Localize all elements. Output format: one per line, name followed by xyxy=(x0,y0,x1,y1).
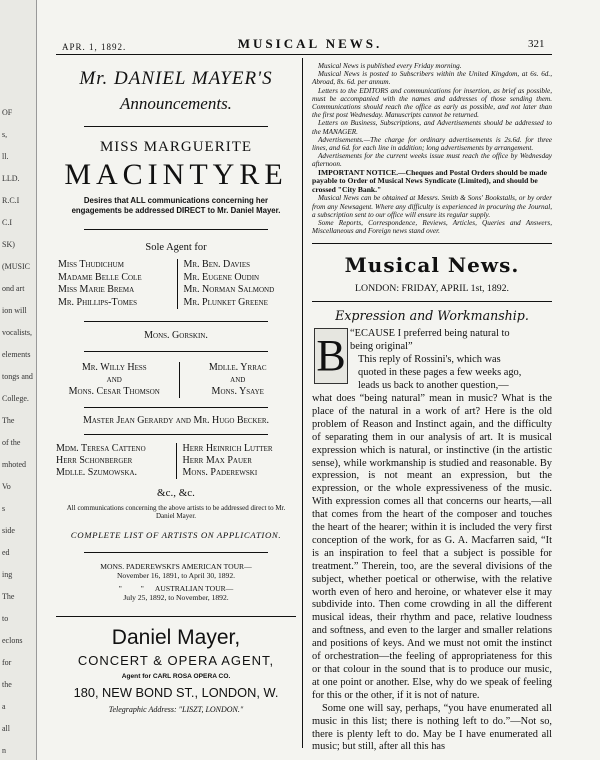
gutter-fragment: OF xyxy=(2,108,13,117)
australian-tour-dates: July 25, 1892, to November, 1892. xyxy=(123,592,229,602)
artist-name: Mr. Phillips-Tomes xyxy=(58,296,138,308)
gutter-fragment: The xyxy=(2,416,15,425)
american-tour: MONS. PADEREWSKI'S AMERICAN TOUR— xyxy=(100,561,252,571)
artist-name: Mr. Willy Hess xyxy=(81,362,147,373)
notice-line: Advertisements.—The charge for ordinary advertisements is 2s.6d. for three lines, and 6d. for each line in addition; long advertisements by arrangement. xyxy=(312,135,552,153)
gorskin: Mons. Gorskin. xyxy=(144,330,208,341)
duo-list xyxy=(56,362,296,398)
gutter-fragment: vocalists, xyxy=(2,328,32,337)
article-paragraph-2: Some one will say, perhaps, “you have enumerated all music in this list; there is nothing left to do.”—Not so, there is plenty left to do. May be I have enumerated all music; but still, after all this has xyxy=(312,702,552,753)
gutter-fragment: all xyxy=(2,724,10,733)
gutter-fragment: ion will xyxy=(2,306,27,315)
artist-name: Mons. Cesar Thomson xyxy=(68,386,160,397)
article-opening xyxy=(312,328,552,354)
right-column xyxy=(312,62,552,754)
artist-name: Mons. Ysaye xyxy=(211,386,264,397)
artist-name: Mdlle. Yrrac xyxy=(208,362,267,373)
etcetera: &c., &c. xyxy=(157,487,195,499)
drop-cap: B xyxy=(314,328,348,384)
article-line: quoted in these pages a few weeks ago, xyxy=(358,367,522,379)
dateline: LONDON: FRIDAY, APRIL 1st, 1892. xyxy=(355,283,509,295)
page-number: 321 xyxy=(528,38,545,50)
gutter-fragment: ed xyxy=(2,548,10,557)
notice-line: Musical News is posted to Subscribers within the United Kingdom, at 6s. 6d., Abroad, 8s. 6d. per annum. xyxy=(312,70,552,87)
gutter-fragment: the xyxy=(2,680,12,689)
binding-gutter xyxy=(0,0,37,760)
cellists: Master Jean Gerardy and Mr. Hugo Becker. xyxy=(82,415,270,426)
divider xyxy=(84,351,268,352)
artist-name: Mr. Norman Salmond xyxy=(183,284,275,295)
divider xyxy=(84,229,268,230)
gutter-fragment: to xyxy=(2,614,9,623)
header-rule xyxy=(56,54,552,55)
article-paragraph-1: what does “being natural” mean in music? What is the place of the natural in a work of art? Here is the old problem of Reason and Instinct again, and the difficulty of separating them in our analysis of art. It is musical expression which is natural, or instinctive (in the artistic sense), while workmanship is studied and reasonable. By expression, is not meant an expression, but the expression, or the whole expressiveness of the music. With expression comes all that concerns our hearts,—all that comes from the heart of the composer and touches the heart of the hearer; within it is included the very first conception of the work, for as G. A. Macfarren said, “It is an inspiration to feel that a subject is possible for treatment.” Therein, too, are the several divisions of the subject, whether poetical or otherwise, with the relative worth even of hero and heroine, or whatever else it may subdivide into. Then come crowding in all the different musical ideas, their rhythm and pace, relative loudness and softness, and even to the larger and smaller relations and positions of keys. And we must not omit the instinct of orchestration—the feeling of appropriateness for this or that colour in the sound that is to produce our music, at one point or another. Else, why do we speak of feeling for this or the other, if it is not of nature. xyxy=(312,392,552,701)
article-title: Expression and Workmanship. xyxy=(335,308,529,324)
gutter-fragment: elements xyxy=(2,350,31,359)
notice-line: Letters on Business, Subscriptions, and Advertisements should be addressed to the MANAGER. xyxy=(312,119,552,136)
gutter-fragment: tongs and xyxy=(2,372,33,381)
gutter-fragment: for xyxy=(2,658,12,667)
artist-name: Mr. Ben. Davies xyxy=(183,259,250,270)
artist-name: Mr. Plunket Greene xyxy=(183,296,268,308)
artist-name: Herr Heinrich Lutter xyxy=(182,443,273,454)
masthead: Musical News. xyxy=(344,253,520,278)
gutter-fragment: mhoted xyxy=(2,460,26,469)
gutter-fragment: C.I xyxy=(2,218,12,227)
artist-name: Mons. Paderewski xyxy=(182,467,258,478)
notice-line: Musical News can be obtained at Messrs. Smith & Sons' Bookstalls, or by order from any Newsagent. Where any difficulty is experienced in procuring the Journal, a subscription sent to our office will ensure its regular supply. xyxy=(312,194,552,219)
divider xyxy=(84,126,268,127)
australian-tour: " " AUSTRALIAN TOUR— xyxy=(118,583,234,593)
announcements-heading: Announcements. xyxy=(120,94,232,113)
gutter-fragment: R.C.I xyxy=(2,196,20,205)
artist-surname: MACINTYRE xyxy=(64,158,288,191)
important-notice: IMPORTANT NOTICE.—Cheques and Postal Orders should be made payable to Order of Musical News Syndicate (Limited), and should be crossed "City Bank." xyxy=(312,167,547,194)
gutter-fragment: of the xyxy=(2,438,21,447)
american-tour-dates: November 16, 1891, to April 30, 1892. xyxy=(116,570,236,580)
gutter-fragment: n xyxy=(2,746,6,755)
notice-line: Letters to the EDITORS and communications for insertion, as brief as possible, must be accompanied with the names and addresses of those sending them. Communications should reach the office as early as possible, and not later than the first post Wednesday. Manuscripts cannot be returned. xyxy=(312,86,552,120)
agency-address: 180, NEW BOND ST., LONDON, W. xyxy=(73,684,279,700)
notice-line: Advertisements for the current weeks issue must reach the office by Wednesday afternoon. xyxy=(312,152,552,169)
artist-name: Miss Thudichum xyxy=(58,259,124,270)
article-body xyxy=(312,328,552,754)
gutter-fragment: (MUSIC xyxy=(2,262,31,271)
mayer-heading: Mr. DANIEL MAYER'S xyxy=(79,68,273,89)
notices-block xyxy=(312,62,552,169)
pianist-right xyxy=(177,443,297,479)
agency-name: Daniel Mayer, xyxy=(111,625,241,649)
article-line: being original” xyxy=(350,341,413,353)
column-rule xyxy=(302,58,303,748)
divider xyxy=(312,301,552,302)
article-line: leads us back to another question,— xyxy=(358,380,509,392)
gutter-fragment: a xyxy=(2,702,6,711)
article-line: This reply of Rossini's, which was xyxy=(358,354,501,366)
pianist-list xyxy=(56,443,296,479)
gutter-fragment: College. xyxy=(2,394,29,403)
artist-name: Herr Max Pauer xyxy=(182,455,252,466)
artist-name: Miss Marie Brema xyxy=(58,284,135,295)
agency-tagline: CONCERT & OPERA AGENT, xyxy=(77,652,275,668)
gutter-fragment: side xyxy=(2,526,15,535)
all-communications-note: All communications concerning the above artists to be addressed direct to Mr. Daniel Mayer. xyxy=(66,504,286,521)
telegraphic-address: Telegraphic Address: "LISZT, LONDON." xyxy=(108,704,244,714)
divider xyxy=(56,616,296,617)
gutter-fragment: ond art xyxy=(2,284,25,293)
notices-block-2 xyxy=(312,194,552,235)
sole-agent-label: Sole Agent for xyxy=(145,242,207,253)
gutter-fragment: ing xyxy=(2,570,13,579)
gutter-fragment: LLD. xyxy=(2,174,20,183)
divider xyxy=(312,243,552,244)
divider xyxy=(84,552,268,553)
notice-line: Some Reports, Correspondence, Reviews, Articles, Queries and Answers, Miscellaneous and Foreign news stand over. xyxy=(312,219,552,236)
pianist-left xyxy=(56,443,177,479)
carl-rosa-note: Agent for CARL ROSA OPERA CO. xyxy=(121,672,231,680)
gutter-fragment: ll. xyxy=(2,152,9,161)
duo-left xyxy=(56,362,180,398)
artist-first-name: MISS MARGUERITE xyxy=(99,139,253,155)
gutter-fragment: s, xyxy=(2,130,8,139)
artist-name: Mdlle. Szumowska. xyxy=(56,467,138,478)
artist-name: Mr. Eugene Oudin xyxy=(183,271,260,283)
duo-right xyxy=(180,362,297,398)
divider xyxy=(84,407,268,408)
gutter-fragment: The xyxy=(2,592,15,601)
artist-name: and xyxy=(106,374,122,385)
artist-list-left xyxy=(56,259,178,309)
article-line: “ECAUSE I preferred being natural to xyxy=(350,328,510,340)
gutter-fragment: s xyxy=(2,504,6,513)
left-column xyxy=(56,62,296,714)
gutter-fragment: Vo xyxy=(2,482,11,491)
issue-date: APR. 1, 1892. xyxy=(62,42,127,52)
divider xyxy=(84,321,268,322)
gutter-fragment: SK) xyxy=(2,240,15,249)
journal-title: MUSICAL NEWS. xyxy=(237,36,383,51)
gutter-fragment: eclons xyxy=(2,636,23,645)
direct-communications-note: Desires that ALL communications concerning her engagements be addressed DIRECT to Mr. Daniel Mayer. xyxy=(71,196,281,215)
artist-list xyxy=(56,259,296,309)
divider xyxy=(84,434,268,435)
artist-name: Madame Belle Cole xyxy=(58,271,142,283)
artist-name: and xyxy=(230,374,246,385)
article-opening-cont xyxy=(312,354,552,393)
complete-list-note: COMPLETE LIST OF ARTISTS ON APPLICATION. xyxy=(70,529,282,540)
notice-line: Musical News is published every Friday morning. xyxy=(318,62,462,70)
artist-list-right xyxy=(178,259,297,309)
artist-name: Mdm. Teresa Catteno xyxy=(56,443,146,454)
artist-name: Herr Schonberger xyxy=(56,455,133,466)
